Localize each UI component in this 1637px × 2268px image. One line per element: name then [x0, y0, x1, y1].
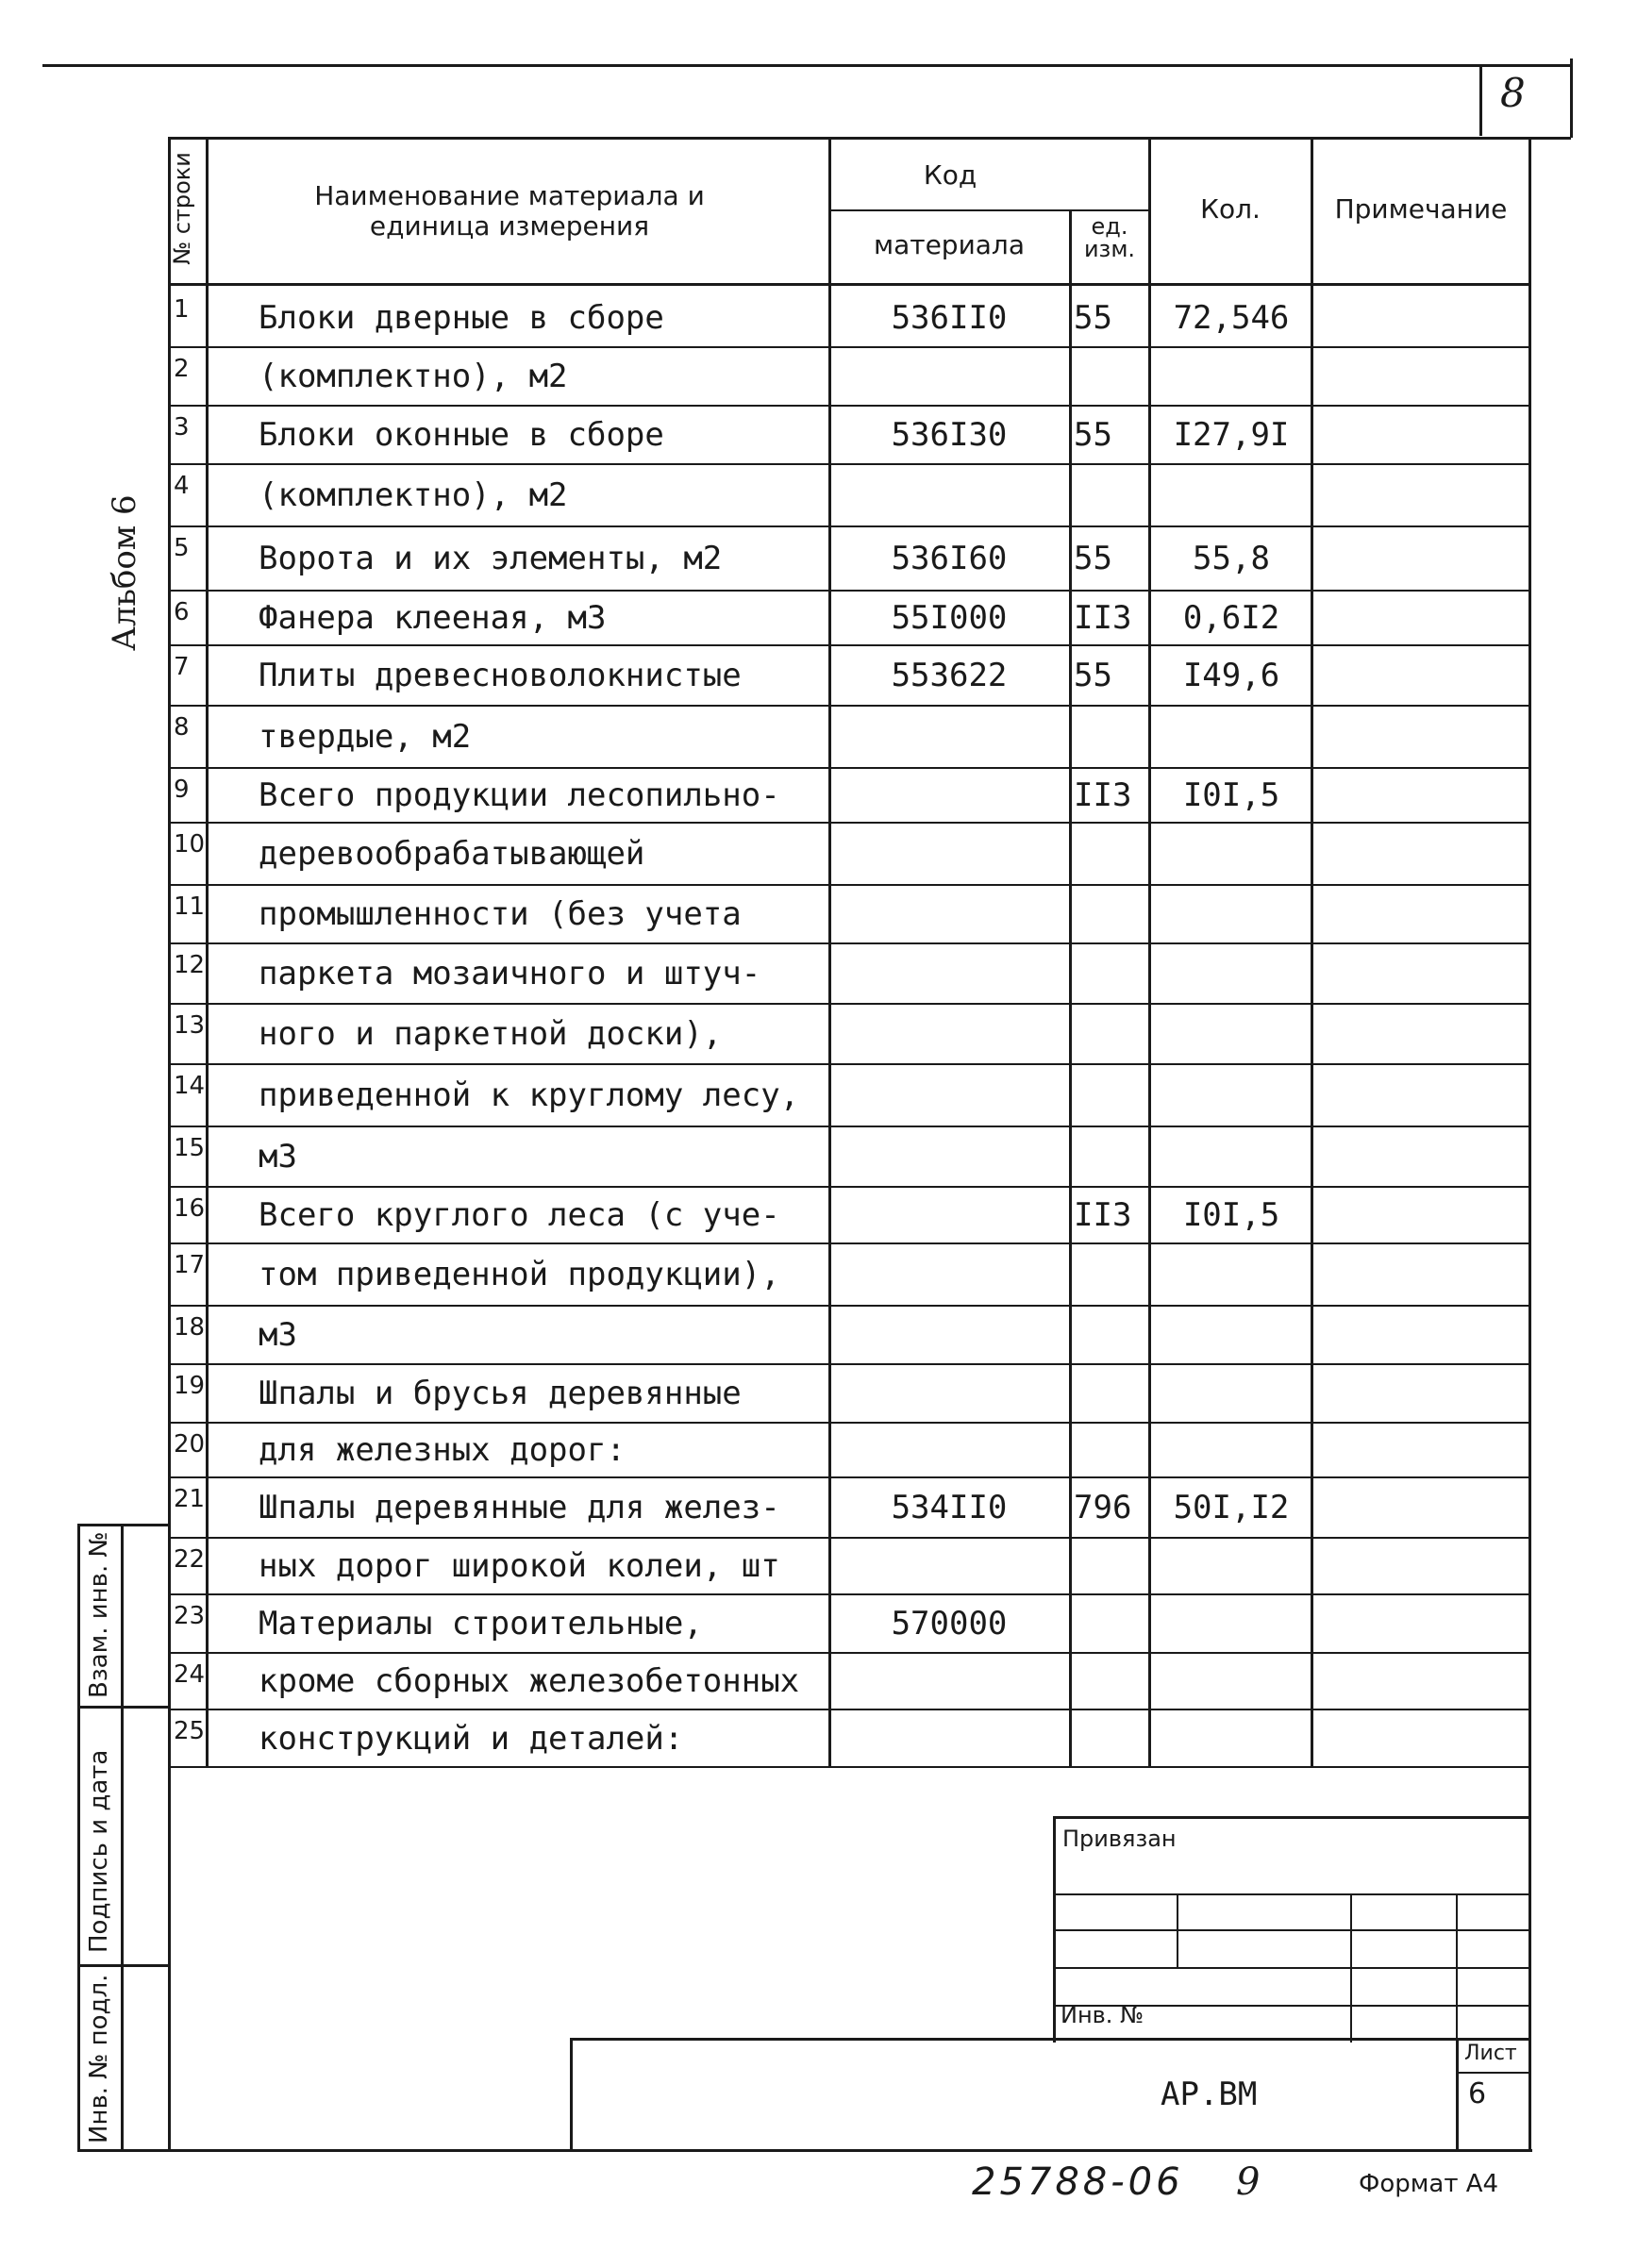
tb-v1 — [1177, 1893, 1178, 1969]
row-unit-code: 55 — [1074, 657, 1112, 694]
row-number: 8 — [174, 713, 190, 742]
row-divider — [168, 822, 1528, 824]
row-divider — [168, 1063, 1528, 1065]
row-name: Шпалы деревянные для желез- — [259, 1489, 780, 1526]
row-number: 10 — [174, 830, 206, 859]
frame-bottom — [77, 2149, 1532, 2152]
footer-format: Формат А4 — [1359, 2170, 1499, 2198]
tb-linked: Привязан — [1062, 1826, 1177, 1852]
row-number: 15 — [174, 1134, 206, 1162]
row-number: 23 — [174, 1602, 206, 1630]
col-line-rowno — [206, 137, 209, 1767]
row-divider — [168, 767, 1528, 769]
side-stamp-mid — [121, 1524, 124, 2151]
row-quantity: 55,8 — [1193, 540, 1270, 577]
album-label: Альбом 6 — [106, 494, 143, 651]
row-material-code: 55I000 — [891, 599, 1008, 637]
side-stamp-div1 — [77, 1706, 170, 1709]
row-name: Всего круглого леса (с уче- — [259, 1196, 780, 1234]
row-material-code: 536II0 — [891, 298, 1008, 337]
row-name: деревообрабатывающей — [259, 835, 645, 873]
row-name: м3 — [259, 1138, 297, 1176]
row-name: паркета мозаичного и штуч- — [259, 955, 761, 992]
row-divider — [168, 1766, 1528, 1768]
row-material-code: 536I30 — [891, 416, 1008, 454]
tb-v3 — [1456, 1893, 1458, 2043]
header-row-no: № строки — [169, 152, 195, 265]
row-name: Всего продукции лесопильно- — [259, 776, 780, 814]
row-divider — [168, 1363, 1528, 1365]
header-unit-code: ед. изм. — [1083, 213, 1136, 262]
row-quantity: I0I,5 — [1182, 776, 1280, 814]
tb-line1 — [1053, 1893, 1530, 1895]
header-code: Код — [923, 159, 977, 191]
row-quantity: 72,546 — [1173, 298, 1290, 337]
footer-doc-number: 25788-06 — [972, 2160, 1184, 2204]
row-number: 5 — [174, 534, 190, 562]
row-divider — [168, 1593, 1528, 1595]
code-subheader-line — [828, 209, 1149, 211]
header-name: Наименование материала и единица измерения — [314, 180, 705, 242]
row-number: 9 — [174, 775, 190, 804]
row-number: 24 — [174, 1660, 206, 1689]
row-name: для железных дорог: — [259, 1431, 626, 1469]
header-note: Примечание — [1334, 193, 1508, 225]
tb-lower-left — [570, 2038, 573, 2151]
row-name: кроме сборных железобетонных — [259, 1662, 800, 1700]
side-stamp-sign-date: Подпись и дата — [85, 1749, 113, 1953]
row-divider — [168, 463, 1528, 465]
side-stamp-swap-inv: Взам. инв. № — [85, 1531, 113, 1698]
side-stamp-top — [77, 1524, 170, 1526]
row-name: Плиты древесноволокнистые — [259, 657, 742, 694]
row-name: конструкций и деталей: — [259, 1719, 684, 1758]
frame-right — [1528, 137, 1531, 2151]
row-divider — [168, 1186, 1528, 1188]
row-material-code: 536I60 — [891, 540, 1008, 577]
row-name: Блоки дверные в сборе — [259, 298, 664, 337]
tb-line3 — [1053, 1967, 1530, 1969]
tb-sheet-value: 6 — [1468, 2077, 1487, 2110]
row-unit-code: 55 — [1074, 540, 1112, 577]
row-number: 13 — [174, 1011, 206, 1040]
row-material-code: 570000 — [891, 1605, 1008, 1643]
col-line-qty — [1148, 137, 1151, 1767]
side-stamp-left — [77, 1524, 80, 2151]
row-number: 7 — [174, 653, 190, 681]
row-divider — [168, 1242, 1528, 1244]
row-name: приведенной к круглому лесу, — [259, 1076, 800, 1114]
tb-lower-sheet — [1456, 2038, 1459, 2151]
row-name: том приведенной продукции), — [259, 1256, 780, 1293]
row-divider — [168, 884, 1528, 886]
row-number: 1 — [174, 295, 190, 324]
row-divider — [168, 405, 1528, 407]
row-name: Шпалы и брусья деревянные — [259, 1375, 742, 1412]
top-rule — [42, 64, 1571, 67]
row-name: Фанера клееная, м3 — [259, 599, 607, 637]
row-name: промышленности (без учета — [259, 895, 742, 933]
row-divider — [168, 346, 1528, 348]
row-unit-code: 55 — [1074, 416, 1112, 454]
row-number: 16 — [174, 1194, 206, 1223]
tb-inv-no: Инв. № — [1061, 2002, 1144, 2028]
footer-page: 9 — [1236, 2160, 1261, 2204]
row-quantity: I27,9I — [1173, 416, 1290, 454]
row-quantity: 50I,I2 — [1173, 1489, 1290, 1526]
row-material-code: 553622 — [891, 657, 1008, 694]
tb-sheet-label: Лист — [1464, 2042, 1517, 2065]
row-divider — [168, 1305, 1528, 1307]
row-divider — [168, 942, 1528, 944]
row-quantity: I49,6 — [1182, 657, 1280, 694]
row-name: (комплектно), м2 — [259, 358, 568, 395]
row-name: твердые, м2 — [259, 718, 472, 756]
row-divider — [168, 1709, 1528, 1710]
row-name: Материалы строительные, — [259, 1605, 703, 1643]
col-line-unit — [1069, 209, 1072, 1767]
sheet-box-right — [1570, 58, 1573, 138]
header-bottom-line — [168, 283, 1528, 286]
row-unit-code: 796 — [1074, 1489, 1132, 1526]
row-number: 4 — [174, 472, 190, 500]
row-divider — [168, 590, 1528, 592]
row-divider — [168, 1476, 1528, 1478]
sheet-number: 8 — [1500, 70, 1526, 116]
row-number: 3 — [174, 413, 190, 442]
row-divider — [168, 525, 1528, 527]
row-name: м3 — [259, 1316, 297, 1354]
tb-lower-top — [570, 2038, 1530, 2041]
row-number: 11 — [174, 892, 206, 921]
row-divider — [168, 1652, 1528, 1654]
row-name: Ворота и их элементы, м2 — [259, 540, 723, 577]
row-unit-code: II3 — [1074, 776, 1132, 814]
row-divider — [168, 1422, 1528, 1424]
row-number: 22 — [174, 1545, 206, 1574]
side-stamp-inv-orig: Инв. № подл. — [85, 1974, 113, 2143]
row-number: 18 — [174, 1313, 206, 1342]
row-material-code: 534II0 — [891, 1489, 1008, 1526]
row-number: 21 — [174, 1485, 206, 1513]
tb-line2 — [1053, 1929, 1530, 1931]
header-quantity: Кол. — [1200, 193, 1261, 225]
row-number: 2 — [174, 355, 190, 383]
row-number: 17 — [174, 1251, 206, 1279]
row-divider — [168, 1003, 1528, 1005]
row-name: ных дорог широкой колеи, шт — [259, 1547, 780, 1585]
tb-sheet-div — [1456, 2072, 1530, 2074]
row-quantity: I0I,5 — [1182, 1196, 1280, 1234]
row-number: 14 — [174, 1072, 206, 1100]
tb-v2 — [1350, 1893, 1352, 2043]
row-number: 6 — [174, 598, 190, 626]
frame-top — [168, 137, 1571, 140]
row-number: 12 — [174, 951, 206, 979]
tb-doc-code: АР.ВМ — [1161, 2076, 1258, 2113]
sheet-box-left — [1479, 64, 1482, 136]
row-number: 19 — [174, 1372, 206, 1400]
row-divider — [168, 644, 1528, 646]
frame-left — [168, 137, 171, 2151]
row-unit-code: II3 — [1074, 599, 1132, 637]
row-name: (комплектно), м2 — [259, 476, 568, 514]
row-divider — [168, 1126, 1528, 1127]
row-divider — [168, 705, 1528, 707]
row-number: 20 — [174, 1430, 206, 1459]
row-name: Блоки оконные в сборе — [259, 416, 664, 454]
row-divider — [168, 1537, 1528, 1539]
row-unit-code: II3 — [1074, 1196, 1132, 1234]
row-number: 25 — [174, 1717, 206, 1745]
row-name: ного и паркетной доски), — [259, 1015, 723, 1053]
row-unit-code: 55 — [1074, 298, 1112, 337]
header-material-code: материала — [873, 229, 1025, 260]
tb-top — [1053, 1816, 1530, 1819]
row-quantity: 0,6I2 — [1182, 599, 1280, 637]
col-line-note — [1311, 137, 1313, 1767]
side-stamp-div2 — [77, 1964, 170, 1967]
